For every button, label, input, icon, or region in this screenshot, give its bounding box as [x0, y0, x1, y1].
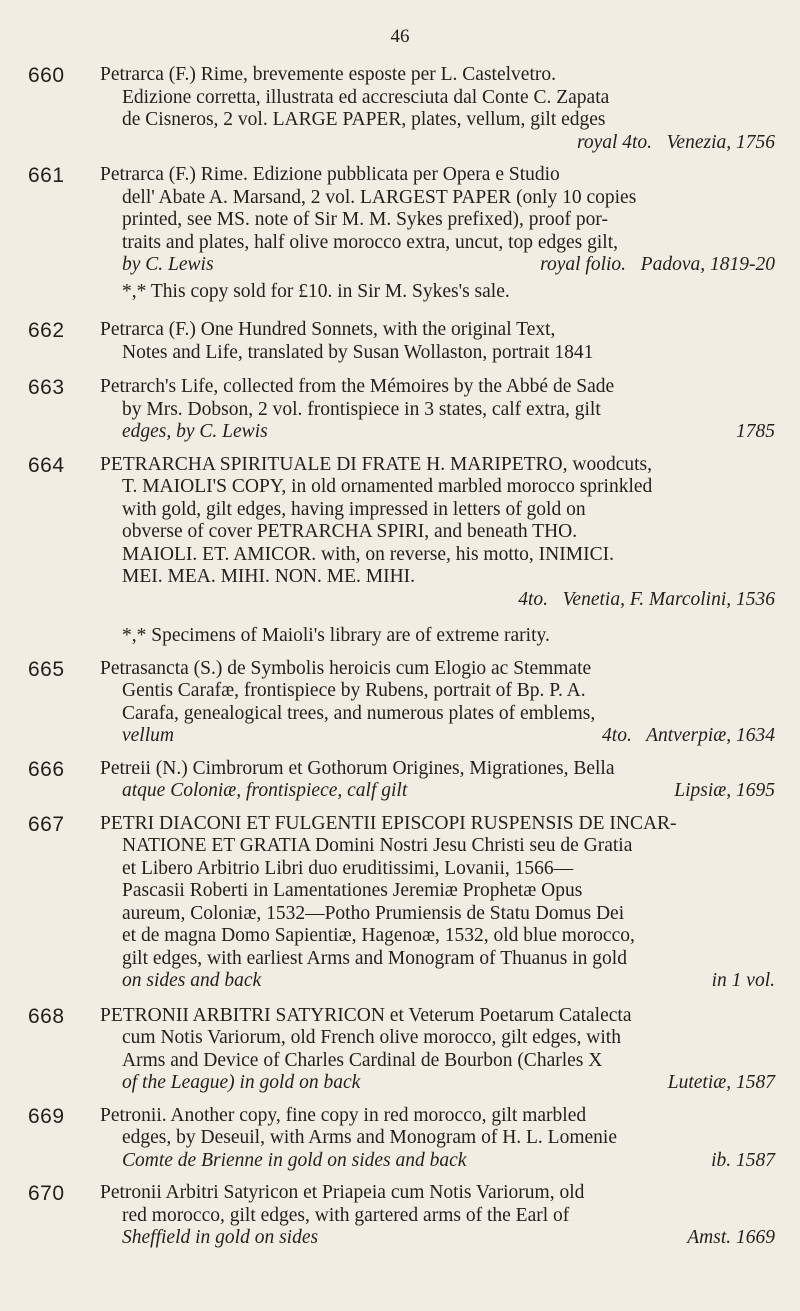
- entry-line: PETRI DIACONI ET FULGENTII EPISCOPI RUSPENSIS DE INCAR-: [100, 812, 677, 834]
- entry-line: et Libero Arbitrio Libri duo eruditissimi, Lovanii, 1566—: [122, 857, 574, 879]
- entry-text: [100, 1105, 775, 1173]
- lot-number: 668: [28, 1004, 65, 1028]
- entry-line: Petrarca (F.) Rime. Edizione pubblicata per Opera e Studio: [100, 164, 560, 185]
- entry-line: Petrarca (F.) One Hundred Sonnets, with the original Text,: [100, 319, 556, 340]
- imprint-details: in 1 vol.: [711, 970, 775, 991]
- catalogue-entry: [0, 1105, 800, 1173]
- entry-text: [100, 64, 775, 154]
- entry-note: *,* This copy sold for £10. in Sir M. Sykes's sale.: [122, 280, 510, 302]
- entry-line: printed, see MS. note of Sir M. M. Sykes prefixed), proof por-: [122, 209, 608, 230]
- imprint-details: Lipsiæ, 1695: [674, 780, 775, 801]
- lot-number: 664: [28, 453, 65, 477]
- catalogue-entry: [0, 813, 800, 993]
- page-number: 46: [390, 26, 410, 47]
- entry-text: [100, 1182, 775, 1250]
- imprint-description: of the League) in gold on back: [122, 1072, 361, 1093]
- imprint-details: Lutetiæ, 1587: [667, 1072, 775, 1093]
- imprint-description: on sides and back: [122, 970, 262, 991]
- entry-line: Petrarca (F.) Rime, brevemente esposte per L. Castelvetro.: [100, 64, 556, 85]
- entry-line: et de magna Domo Sapientiæ, Hagenoæ, 1532, old blue morocco,: [122, 925, 635, 946]
- entry-note: *,* Specimens of Maioli's library are of extreme rarity.: [122, 625, 550, 646]
- entry-line: cum Notis Variorum, old French olive morocco, gilt edges, with: [122, 1027, 621, 1048]
- imprint-line: [100, 970, 775, 993]
- entry-line: Edizione corretta, illustrata ed accresciuta dal Conte C. Zapata: [122, 86, 610, 108]
- entry-text: [100, 813, 775, 993]
- entry-line: red morocco, gilt edges, with gartered arms of the Earl of: [122, 1204, 570, 1226]
- imprint-description: edges, by C. Lewis: [122, 421, 268, 442]
- lot-number: 667: [28, 812, 65, 836]
- entry-line: Notes and Life, translated by Susan Wollaston, portrait 1841: [122, 341, 594, 363]
- catalogue-entry: [0, 454, 800, 648]
- imprint-line: [100, 1227, 775, 1250]
- entry-line: MAIOLI. ET. AMICOR. with, on reverse, his motto, INIMICI.: [122, 543, 614, 565]
- imprint-line: [100, 725, 775, 748]
- entry-line: Gentis Carafæ, frontispiece by Rubens, portrait of Bp. P. A.: [122, 680, 586, 701]
- imprint-description: Comte de Brienne in gold on sides and back: [122, 1149, 467, 1171]
- catalogue-entry: [0, 64, 800, 154]
- entry-text: [100, 1005, 775, 1095]
- imprint-details: 4to. Antverpiæ, 1634: [602, 725, 775, 746]
- entry-line: by Mrs. Dobson, 2 vol. frontispiece in 3 states, calf extra, gilt: [122, 398, 601, 420]
- lot-number: 660: [28, 64, 65, 87]
- entry-text: [100, 758, 775, 803]
- catalogue-entry: [0, 1005, 800, 1095]
- lot-number: 663: [28, 376, 65, 399]
- entry-line: Petrasancta (S.) de Symbolis heroicis cum Elogio ac Stemmate: [100, 657, 592, 679]
- imprint-details: 4to. Venetia, F. Marcolini, 1536: [518, 588, 775, 610]
- lot-number: 662: [28, 319, 65, 342]
- lot-number: 670: [28, 1182, 65, 1205]
- imprint-line: [100, 132, 775, 155]
- entry-line: de Cisneros, 2 vol. LARGE PAPER, plates, vellum, gilt edges: [122, 109, 606, 130]
- lot-number: 666: [28, 757, 65, 781]
- imprint-details: ib. 1587: [711, 1149, 775, 1171]
- lot-number: 669: [28, 1104, 65, 1128]
- imprint-description: vellum: [122, 725, 174, 746]
- catalogue-entry: [0, 1182, 800, 1250]
- catalogue-entry: [0, 758, 800, 803]
- imprint-line: [100, 780, 775, 803]
- entry-line: T. MAIOLI'S COPY, in old ornamented marbled morocco sprinkled: [122, 476, 653, 497]
- imprint-line: [100, 1072, 775, 1095]
- imprint-line: [100, 254, 775, 277]
- entry-line: traits and plates, half olive morocco extra, uncut, top edges gilt,: [122, 231, 619, 253]
- entry-line: Pascasii Roberti in Lamentationes Jeremiæ Prophetæ Opus: [122, 880, 583, 901]
- entry-text: [100, 658, 775, 748]
- entry-line: PETRARCHA SPIRITUALE DI FRATE H. MARIPETRO, woodcuts,: [100, 453, 652, 475]
- entry-line: Carafa, genealogical trees, and numerous plates of emblems,: [122, 702, 596, 724]
- entry-line: edges, by Deseuil, with Arms and Monogram of H. L. Lomenie: [122, 1127, 617, 1148]
- imprint-description: atque Coloniæ, frontispiece, calf gilt: [122, 780, 408, 801]
- lot-number: 665: [28, 657, 65, 681]
- entry-line: gilt edges, with earliest Arms and Monogram of Thuanus in gold: [122, 947, 627, 969]
- entry-line: Petrarch's Life, collected from the Mémoires by the Abbé de Sade: [100, 376, 615, 397]
- entry-line: obverse of cover PETRARCHA SPIRI, and beneath THO.: [122, 521, 578, 542]
- entry-line: Petronii. Another copy, fine copy in red morocco, gilt marbled: [100, 1104, 587, 1126]
- lot-number: 661: [28, 164, 65, 187]
- catalogue-entry: [0, 376, 800, 444]
- entry-line: NATIONE ET GRATIA Domini Nostri Jesu Christi seu de Gratia: [122, 835, 633, 856]
- entry-line: Petronii Arbitri Satyricon et Priapeia cum Notis Variorum, old: [100, 1182, 585, 1203]
- imprint-line: [100, 421, 775, 444]
- entry-line: with gold, gilt edges, having impressed in letters of gold on: [122, 498, 586, 520]
- entry-line: Arms and Device of Charles Cardinal de Bourbon (Charles X: [122, 1049, 603, 1071]
- entry-line: Petreii (N.) Cimbrorum et Gothorum Origines, Migrationes, Bella: [100, 757, 615, 779]
- imprint-description: Sheffield in gold on sides: [122, 1227, 319, 1248]
- entry-text: [100, 164, 775, 303]
- imprint-line: [100, 1150, 775, 1173]
- catalogue-entry: [0, 319, 800, 364]
- imprint-details: royal 4to. Venezia, 1756: [576, 131, 775, 153]
- imprint-details: royal folio. Padova, 1819-20: [540, 254, 775, 275]
- entry-line: MEI. MEA. MIHI. NON. ME. MIHI.: [122, 566, 416, 587]
- imprint-details: Amst. 1669: [687, 1227, 775, 1248]
- entry-line: aureum, Coloniæ, 1532—Potho Prumiensis de Statu Domus Dei: [122, 902, 625, 924]
- entry-text: [100, 376, 775, 444]
- imprint-details: 1785: [736, 421, 775, 442]
- entry-line: PETRONII ARBITRI SATYRICON et Veterum Poetarum Catalecta: [100, 1004, 632, 1026]
- catalogue-entries: [0, 54, 800, 1260]
- entry-line: dell' Abate A. Marsand, 2 vol. LARGEST PAPER (only 10 copies: [122, 186, 637, 208]
- catalogue-entry: [0, 658, 800, 748]
- catalogue-entry: [0, 164, 800, 303]
- imprint-line: [100, 589, 775, 612]
- entry-text: [100, 319, 775, 364]
- entry-text: [100, 454, 775, 648]
- imprint-description: by C. Lewis: [122, 254, 214, 275]
